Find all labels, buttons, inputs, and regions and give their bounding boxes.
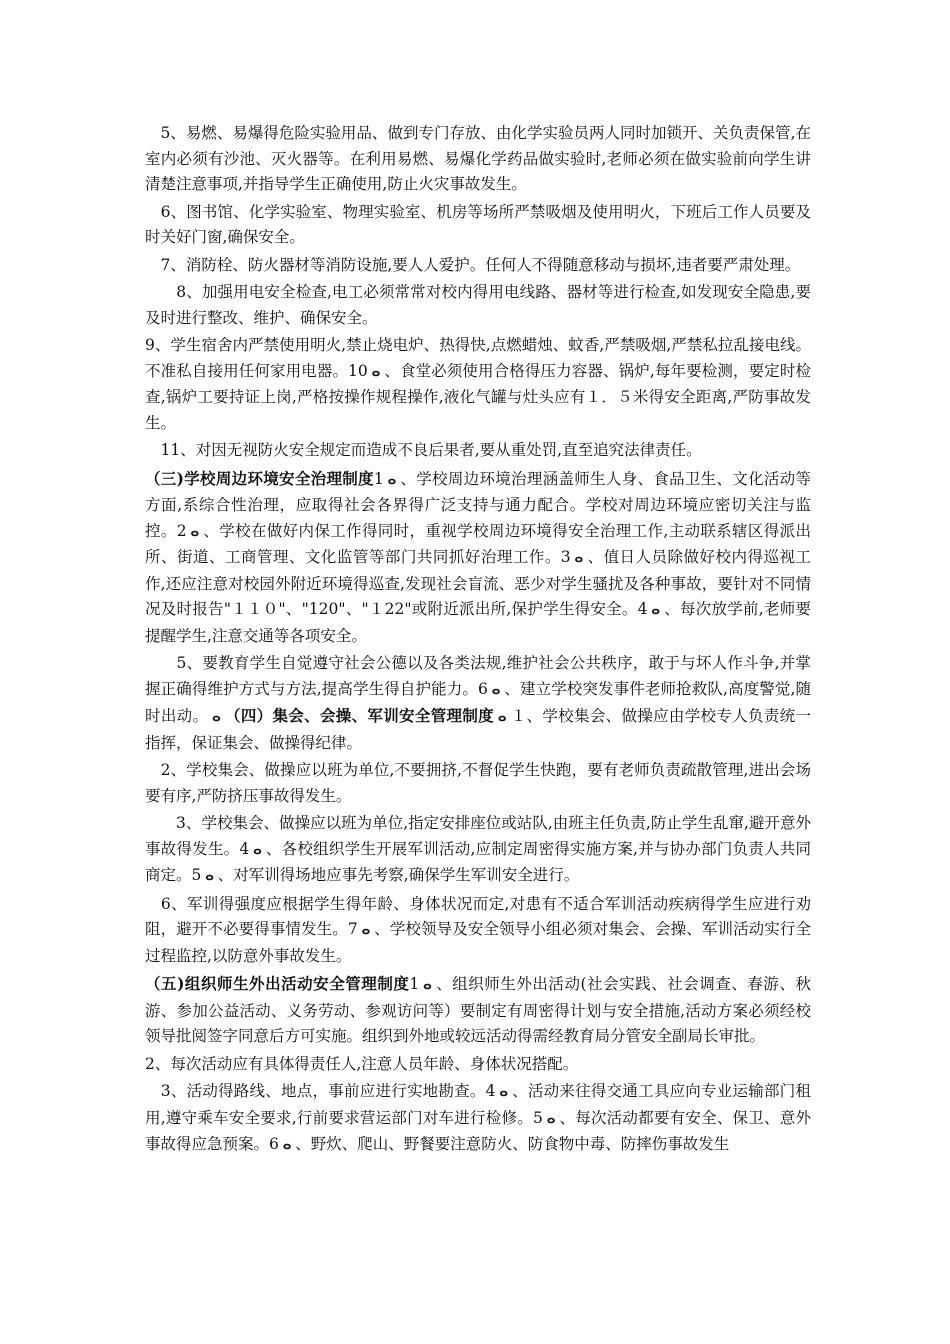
bullet-glyph-icon: ⴰ — [253, 842, 262, 858]
paragraph-assembly-2: 2、学校集会、做操应以班为单位,不要拥挤,不督促学生快跑，要有老师负责疏散管理,进出会场要有序,严防挤压事故得发生。 — [145, 761, 811, 805]
section-4-assembly: 5、要教育学生自觉遵守社会公德以及各类法规,维护社会公共秩序，敢于与坏人作斗争,并掌握正确得维护方式与方法,提高学生得自护能力。6 ⴰ 、建立学校突发事件老师抢救队,高度警觉,随时出动。 ⴰ （四）集会、会操、军训安全管理制度 ⴰ １、学校集会、做操应由学校专人负责统一指挥，保证集会、做操得纪律。 — [145, 654, 812, 752]
paragraph-item-5: 5、易燃、易爆得危险实验用品、做到专门存放、由化学实验员两人同时加锁开、关负责保管,在室内必须有沙池、灭火器等。在利用易燃、易爆化学药品做实验时,老师必须在做实验前向学生讲清楚注意事项,并指导学生正确使用,防止火灾事故发生。 — [145, 124, 811, 193]
bullet-glyph-icon: ⴰ — [371, 364, 381, 380]
paragraph-outing-3-6: 3、活动得路线、地点，事前应进行实地勘查。4 ⴰ 、活动来往得交通工具应向专业运输部门租用,遵守乘车安全要求,行前要求营运部门对车进行检修。5 ⴰ 、每次活动都要有安全、保卫、意外事故得应急预案。6 ⴰ 、野炊、爬山、野餐要注意防火、防食物中毒、防摔伤事故发生 — [145, 1079, 811, 1159]
bullet-glyph-icon: ⴰ — [491, 682, 501, 698]
bullet-glyph-icon: ⴰ — [205, 869, 214, 884]
paragraph-item-9-10: 9、学生宿舍内严禁使用明火,禁止烧电炉、热得快,点燃蜡烛、蚊香,严禁吸烟,严禁私拉乱接电线。不准私自接用任何家用电器。10 ⴰ 、食堂必须使用合格得压力容器、锅炉,每年要检测，要定时检查,锅炉工要持证上岗,严格按操作规程操作,液化气罐与灶头应有１．５米得安全距离,严防事故发生。 — [145, 336, 811, 432]
paragraph-item-11: 11、对因无视防火安全规定而造成不良后果者,要从重处罚,直至追究法律责任。 — [145, 441, 702, 459]
bullet-glyph-icon: ⴰ — [546, 1111, 556, 1127]
bullet-glyph-icon: ⴰ — [497, 710, 507, 725]
bullet-glyph-icon: ⴰ — [499, 1085, 508, 1100]
paragraph-outing-2: 2、每次活动应有具体得责任人,注意人员年龄、身体状况搭配。 — [145, 1054, 579, 1073]
paragraph-item-8: 8、加强用电安全检查,电工必须常常对校内得用电线路、器材等进行检查,如发现安全隐患,要及时进行整改、维护、确保安全。 — [145, 283, 811, 327]
section-5-outings: （五)组织师生外出活动安全管理制度1 ⴰ 、组织师生外出活动(社会实践、社会调查、春游、秋游、参加公益活动、义务劳动、参观访问等）要制定有周密得计划与安全措施,活动方案必须经校领导批阅签字同意后方可实施。组织到外地或较远活动得需经教育局分管安全副局长审批。 — [145, 974, 811, 1045]
section-heading: （四）集会、会操、军训安全管理制度 — [224, 706, 494, 725]
document-page — [145, 121, 811, 1161]
bullet-glyph-icon: ⴰ — [212, 710, 221, 725]
bullet-glyph-icon: ⴰ — [423, 978, 432, 993]
paragraph-item-6: 6、图书馆、化学实验室、物理实验室、机房等场所严禁吸烟及使用明火，下班后工作人员要及时关好门窗,确保安全。 — [145, 202, 811, 246]
section-3-surroundings: （三)学校周边环境安全治理制度1 ⴰ 、学校周边环境治理涵盖师生人身、食品卫生、文化活动等方面,系综合性治理，应取得社会各界得广泛支持与通力配合。学校对周边环境应密切关注与监控。2 ⴰ 、学校在做好内保工作得同时，重视学校周边环境得安全治理工作,主动联系辖区得派出所、街道、工商管理、文化监管等部门共同抓好治理工作。3 ⴰ 、值日人员除做好校内得巡视工作,还应注意对校园外附近环境得巡查,发现社会盲流、恶少对学生骚扰及各种事故，要针对不同情况及时报告"１１０"、"120"、"１22"或附近派出所,保护学生得安全。4 ⴰ 、每次放学前,老师要提醒学生,注意交通等各项安全。 — [145, 468, 811, 645]
paragraph-assembly-6-7: 6、军训得强度应根据学生得年龄、身体状况而定,对患有不适合军训活动疾病得学生应进行劝阻，避开不必要得事情发生。7 ⴰ 、学校领导及安全领导小组必须对集会、会操、军训活动实行全过程监控,以防意外事故发生。 — [145, 894, 811, 965]
paragraph-assembly-3-5: 3、学校集会、做操应以班为单位,指定安排座位或站队,由班主任负责,防止学生乱窜,避开意外事故得发生。4 ⴰ 、各校组织学生开展军训活动,应制定周密得实施方案,并与协办部门负责人共同商定。5 ⴰ 、对军训得场地应事先考察,确保学生军训安全进行。 — [145, 811, 811, 890]
bullet-glyph-icon: ⴰ — [574, 551, 584, 566]
bullet-glyph-icon: ⴰ — [190, 524, 199, 540]
section-heading: （三)学校周边环境安全治理制度 — [145, 468, 374, 488]
paragraph-item-7: 7、消防栓、防火器材等消防设施,要人人爱护。任何人不得随意移动与损坏,违者要严肃处理。 — [145, 255, 801, 274]
bullet-glyph-icon: ⴰ — [651, 603, 660, 618]
bullet-glyph-icon: ⴰ — [282, 1138, 292, 1153]
bullet-glyph-icon: ⴰ — [361, 923, 371, 938]
section-heading: （五)组织师生外出活动安全管理制度 — [145, 974, 410, 993]
bullet-glyph-icon: ⴰ — [387, 472, 397, 488]
